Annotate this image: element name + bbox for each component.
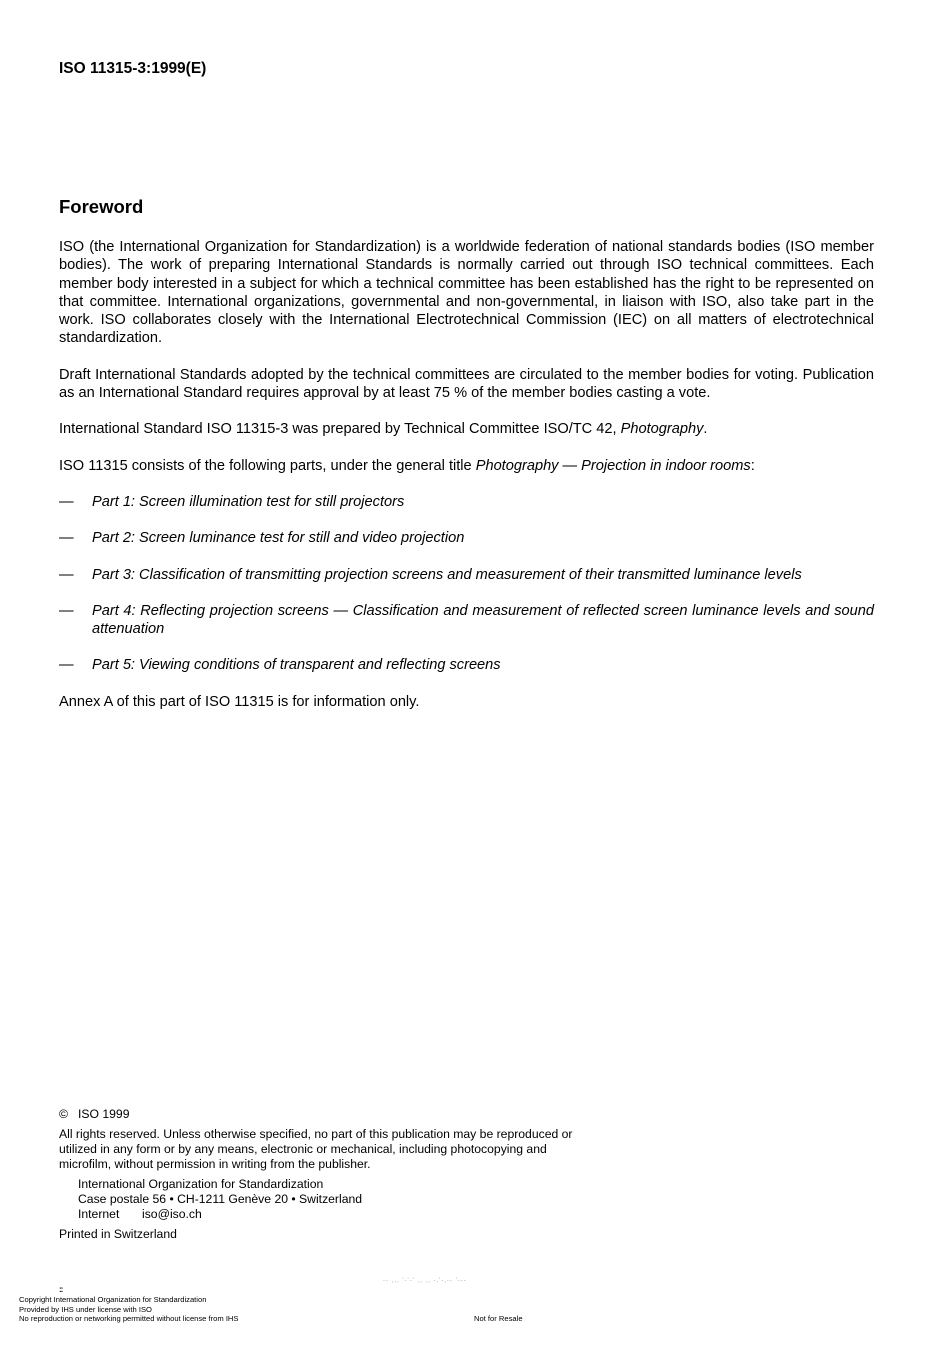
part-5-title: Part 5: Viewing conditions of transparent and reflecting screens [92, 657, 501, 674]
part-1-title: Part 1: Screen illumination test for still projectors [92, 493, 405, 510]
publisher-address [59, 1177, 599, 1222]
copyright-symbol: © [59, 1107, 68, 1121]
part-4-title: Part 4: Reflecting projection screens — Classification and measurement of reflected screen luminance levels and sound attenuation [92, 602, 874, 638]
license-line-provider: Provided by IHS under license with ISO [19, 1304, 152, 1314]
foreword-heading: Foreword [59, 196, 144, 217]
foreword-body [59, 238, 874, 729]
rights-statement: All rights reserved. Unless otherwise specified, no part of this publication may be reproduced or utilized in any form or by any means, electronic or mechanical, including photocopying and microfilm, without permission in writing from the publisher. [59, 1127, 573, 1171]
general-title: Photography — Projection in indoor rooms [475, 457, 751, 474]
list-dash: — [59, 493, 74, 510]
copyright-line [59, 1107, 599, 1122]
list-dash: — [59, 657, 74, 674]
list-item [59, 566, 874, 584]
parts-intro-end: : [750, 457, 755, 474]
license-line-restriction: No reproduction or networking permitted without license from IHS [19, 1314, 239, 1323]
license-footer [19, 1295, 238, 1324]
license-line-copyright: Copyright International Organization for Standardization [19, 1295, 207, 1304]
list-item [59, 493, 874, 511]
foreword-paragraph-prepared-by [59, 420, 874, 438]
not-for-resale-note: Not for Resale [474, 1314, 523, 1323]
list-item [59, 656, 874, 674]
committee-title: Photography [620, 421, 704, 438]
foreword-paragraph-iso-description: ISO (the International Organization for Standardization) is a worldwide federation of national standards bodies (ISO member bodies). The work of preparing International Standards is normally carried out through ISO technical committees. Each member body interested in a subject for which a technical committee has been established has the right to be represented on that committee. International organizations, governmental and non-governmental, in liaison with ISO, also take part in the work. ISO collaborates closely with the International Electrotechnical Commission (IEC) on all matters of electrotechnical standardization. [59, 239, 874, 347]
footer-dots: :: [59, 1285, 63, 1294]
internet-line [78, 1207, 599, 1222]
part-3-title: Part 3: Classification of transmitting projection screens and measurement of their transmitted luminance levels [92, 566, 802, 583]
copyright-owner: ISO 1999 [77, 1107, 130, 1121]
parts-intro-text: ISO 11315 consists of the following parts, under the general title [59, 457, 476, 474]
internet-label: Internet [78, 1207, 120, 1221]
foreword-paragraph-annex-note: Annex A of this part of ISO 11315 is for information only. [59, 693, 420, 710]
internet-address: iso@iso.ch [142, 1207, 202, 1221]
part-2-title: Part 2: Screen luminance test for still and video projection [92, 530, 465, 547]
list-dash: — [59, 602, 74, 619]
scan-mark: -- ,,, '-'-' ,, ,, -,'-,-- '--- [383, 1278, 467, 1284]
prepared-by-text: International Standard ISO 11315-3 was prepared by Technical Committee ISO/TC 42, [59, 421, 621, 438]
copyright-block [59, 1107, 599, 1242]
foreword-paragraph-draft-standards: Draft International Standards adopted by the technical committees are circulated to the member bodies for voting. Publication as an International Standard requires approval by at least 75 % of the member bodies casting a vote. [59, 366, 874, 402]
foreword-paragraph-parts-intro [59, 457, 874, 475]
printed-in: Printed in Switzerland [59, 1227, 177, 1241]
list-item [59, 602, 874, 639]
prepared-by-end: . [703, 421, 708, 438]
postal-address: Case postale 56 • CH-1211 Genève 20 • Switzerland [78, 1192, 363, 1206]
list-dash: — [59, 530, 74, 547]
list-item [59, 529, 874, 547]
document-identifier: ISO 11315-3:1999(E) [59, 60, 207, 77]
organization-name: International Organization for Standardization [78, 1177, 324, 1191]
list-dash: — [59, 566, 74, 583]
